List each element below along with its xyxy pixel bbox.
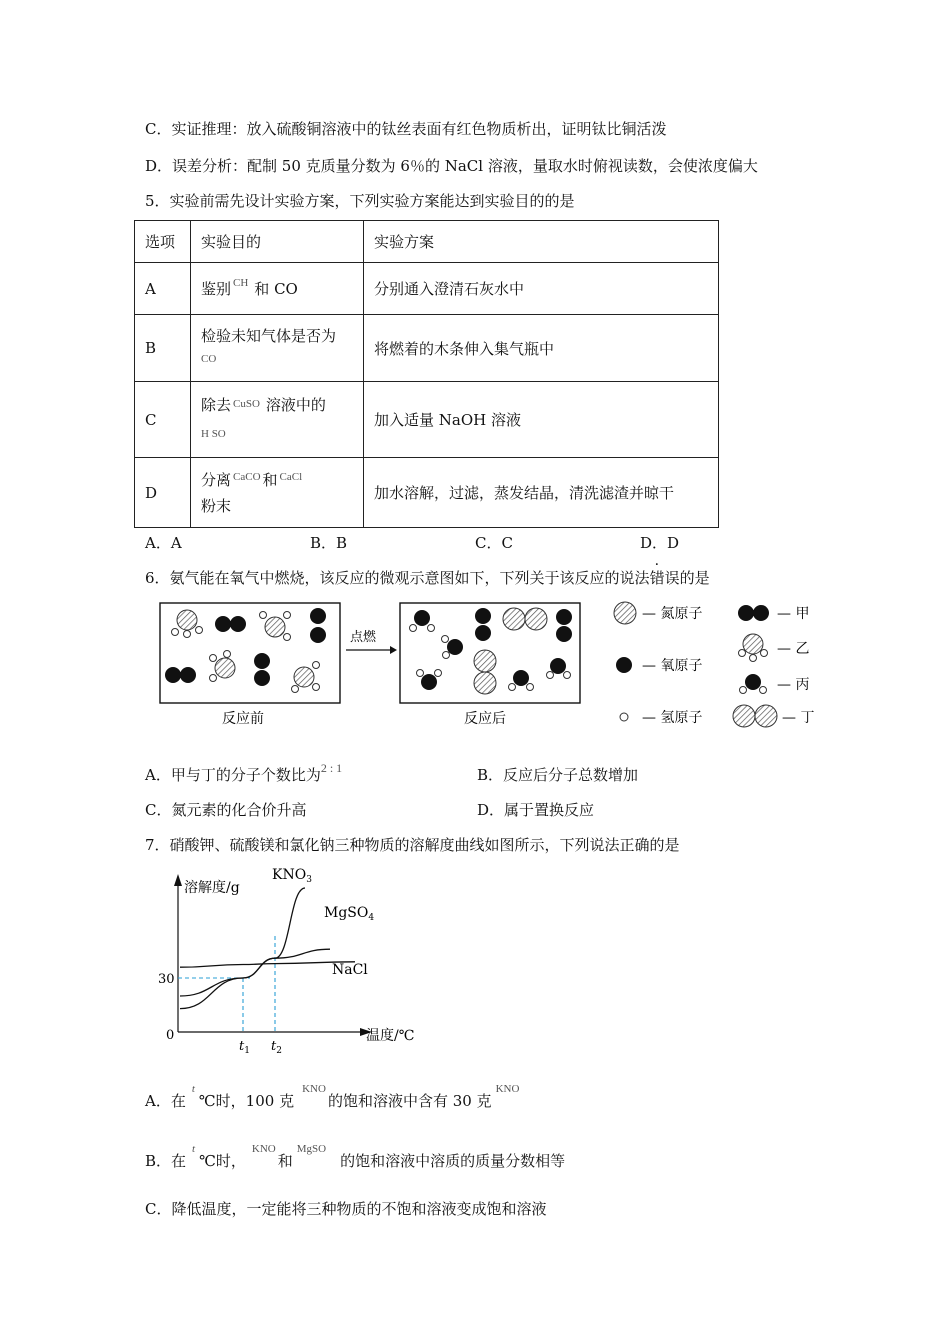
q5-option-c: C．C [475,534,513,552]
h2o-molecule [442,636,464,659]
y-tick-label: 30 [158,972,175,987]
x-tick-t1 [239,1039,250,1056]
legend-h-icon [620,713,628,721]
q5-row-goal [191,458,364,528]
legend-bing-label: — 丙 [777,677,810,693]
q7-stem: 7．硝酸钾、硫酸镁和氯化钠三种物质的溶解度曲线如图所示，下列说法正确的是 [145,836,680,854]
nh3-molecule [172,610,203,638]
q5-option-d: D．D [640,534,680,552]
q5-row-plan: 将燃着的木条伸入集气瓶中 [364,315,719,382]
q6-ratio: 2 : 1 [320,761,343,775]
q5-header-option: 选项 [135,221,191,263]
kno3-curve [180,888,305,1009]
q5-option-a: A．A [145,534,182,552]
origin-label: 0 [166,1028,175,1043]
q7-a-text: 的饱和溶液中含有 30 克 [327,1092,492,1110]
legend-jia-icon [753,605,769,621]
formula: CaCl [279,470,303,483]
legend-jia-icon [738,605,754,621]
q7-b-t: t [192,1143,196,1155]
o2-molecule [475,608,491,641]
solubility-chart [150,862,450,1062]
goal-text: 分离 [201,470,232,489]
q7-option-c: C．降低温度，一定能将三种物质的不饱和溶液变成饱和溶液 [145,1200,547,1218]
legend-n-icon [614,602,636,624]
q7-b-text: 的饱和溶液中溶质的质量分数相等 [340,1152,566,1170]
q7-b-text: ℃时， [199,1152,246,1170]
q5-header-plan: 实验方案 [364,221,719,263]
q6-stem [145,567,710,588]
legend-ding-icon [755,705,777,727]
nacl-label: NaCl [332,962,368,978]
o2-molecule [556,609,572,642]
x-tick-t1-sub: 1 [244,1046,250,1056]
x-tick-t2 [271,1039,282,1056]
q6-stem-text: 6．氨气能在氧气中燃烧，该反应的微观示意图如下，下列关于该反应的说法 [145,569,650,587]
formula: H SO [201,427,226,440]
q5-row-option: A [135,263,191,315]
goal-text: 和 [262,470,278,489]
q5-row-option: D [135,458,191,528]
q6-option-a [145,761,343,785]
q6-stem-emphasis: 错误 [649,569,680,587]
goal-text: 鉴别 [201,280,232,298]
h2o-molecule [509,670,534,691]
legend-h-label: — 氢原子 [642,710,703,726]
q5-row-goal [191,382,364,458]
q6-option-b: B．反应后分子总数增加 [477,766,639,784]
q6-option-d: D．属于置换反应 [477,801,595,819]
q7-a-text: A．在 [145,1092,186,1110]
nh3-molecule [260,612,291,641]
x-tick-t2-sub: 2 [276,1046,282,1056]
q5-row-goal [191,263,364,315]
q5-row-option: C [135,382,191,458]
q5-stem: 5．实验前需先设计实验方案，下列实验方案能达到实验目的的是 [145,192,575,210]
goal-text: 和 CO [254,280,298,298]
q4-option-d: D．误差分析：配制 50 克质量分数为 6％的 NaCl 溶液，量取水时俯视读数，会使浓度偏大 [145,157,758,175]
q7-b-formula: KNO [251,1143,276,1155]
mgso4-label-sub: 4 [368,913,375,923]
legend-ding-icon [733,705,755,727]
legend-o-icon [616,657,632,673]
q6-option-a-text: A．甲与丁的分子个数比为 [145,766,321,784]
q7-a-t: t [191,1083,195,1095]
mgso4-curve [180,949,330,996]
table-row [135,315,719,382]
table-row [135,458,719,528]
q5-header-goal: 实验目的 [191,221,364,263]
goal-text: 溶液中的 [265,395,326,414]
legend-jia-label: — 甲 [777,606,810,622]
nh3-molecule [210,651,236,682]
formula: CH [233,277,249,289]
q5-row-plan: 分别通入澄清石灰水中 [364,263,719,315]
q5-option-b: B．B [310,534,348,552]
legend-o-label: — 氧原子 [642,658,703,674]
x-axis-label: 温度/℃ [366,1028,415,1044]
o2-molecule [310,608,326,643]
q5-row-option: B [135,315,191,382]
o2-molecule [254,653,270,686]
h2o-molecule [410,610,435,632]
q5-row-plan: 加水溶解，过滤，蒸发结晶，清洗滤渣并晾干 [364,458,719,528]
formula: CaCO [233,470,261,483]
goal-text: 检验未知气体是否为 [201,327,337,345]
mgso4-label-name: MgSO [324,905,369,921]
h2o-molecule [417,670,442,691]
before-label: 反应前 [222,711,264,727]
table-row [135,382,719,458]
nacl-curve [180,962,355,967]
nh3-molecule [292,662,320,693]
kno3-label [272,867,312,885]
q6-stem-text: 的是 [679,569,710,587]
q7-b-text: B．在 [145,1152,187,1170]
q4-option-c: C．实证推理：放入硫酸铜溶液中的钛丝表面有红色物质析出，证明钛比铜活泼 [145,120,667,138]
q5-table [134,220,719,528]
o2-molecule [215,616,246,632]
x-tick-t2-letter: t [271,1039,277,1054]
x-tick-t1-letter: t [239,1039,245,1054]
goal-text: 粉末 [201,496,232,515]
arrow-head [390,646,397,654]
legend-n-label: — 氮原子 [642,606,703,622]
legend-yi-label: — 乙 [777,641,810,657]
legend-bing-icon [745,674,761,690]
q7-option-a [145,1083,520,1111]
legend-yi-icon [743,634,763,654]
n2-molecule [474,650,496,694]
o2-molecule [165,667,196,683]
q7-a-formula: KNO [495,1083,520,1095]
q7-a-formula: KNO [302,1083,326,1095]
y-axis-arrow [174,874,182,886]
q7-a-text: ℃时，100 克 [198,1092,295,1110]
mgso4-label [324,905,374,923]
h2o-molecule [547,658,571,679]
kno3-label-name: KNO [272,867,307,883]
table-row [135,263,719,315]
arrow-label: 点燃 [350,630,377,645]
n2-molecule [503,608,547,630]
legend-ding-label: — 丁 [782,710,815,726]
q6-option-c: C．氮元素的化合价升高 [145,801,307,819]
q7-b-formula: MgSO [296,1143,327,1155]
q7-option-b [145,1143,566,1171]
after-label: 反应后 [464,711,506,727]
q5-row-goal [191,315,364,382]
goal-text: 除去 [201,395,232,414]
q7-b-text: 和 [277,1152,293,1170]
formula: CO [201,353,217,365]
q6-reaction-diagram [150,595,840,735]
y-axis-label: 溶解度/g [184,880,240,896]
q5-row-plan: 加入适量 NaOH 溶液 [364,382,719,458]
kno3-label-sub: 3 [306,875,312,885]
formula: CuSO [233,397,260,410]
